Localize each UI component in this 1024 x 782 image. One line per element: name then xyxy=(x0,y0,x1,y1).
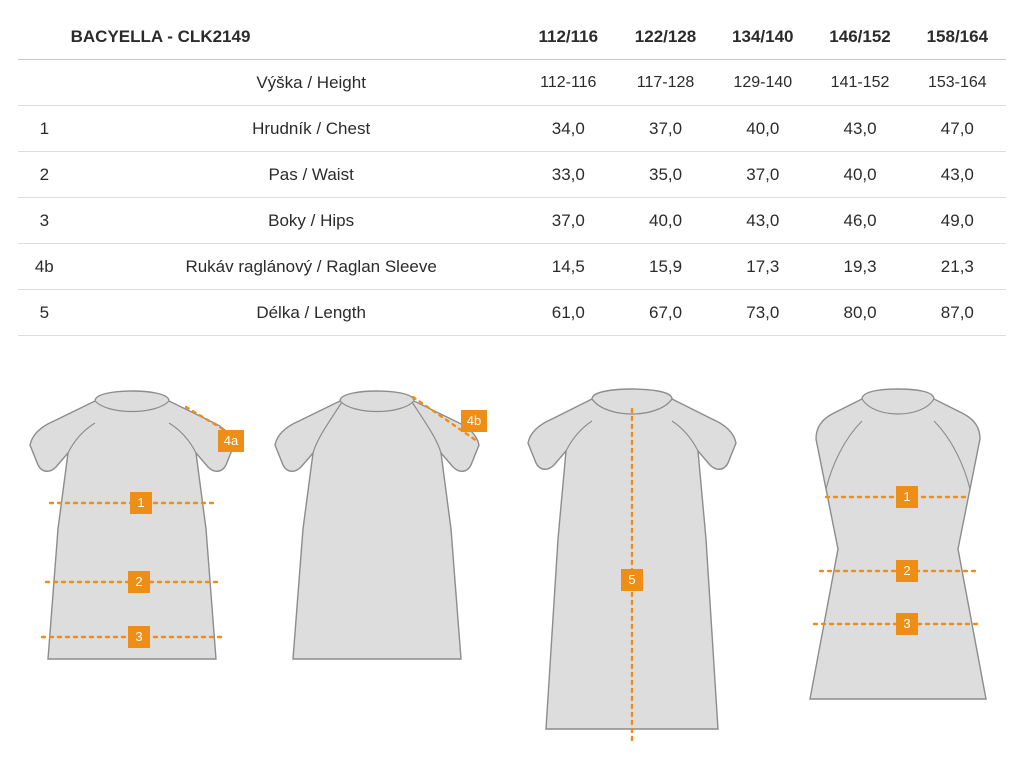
row-number xyxy=(18,60,67,106)
row-label: Výška / Height xyxy=(256,72,366,92)
size-column-header: 158/164 xyxy=(926,26,989,46)
figure-dress-raglan-sleeve xyxy=(265,369,495,782)
size-column-header: 134/140 xyxy=(732,26,794,46)
table-row xyxy=(18,106,1006,152)
row-value: 43,0 xyxy=(746,210,780,230)
row-label: Hrudník / Chest xyxy=(252,118,371,138)
figure-dress-front-measures xyxy=(20,369,250,782)
row-value: 33,0 xyxy=(551,164,585,184)
badge-1: 1 xyxy=(896,486,918,508)
table-row xyxy=(18,60,1006,106)
table-row xyxy=(18,290,1006,336)
row-value: 15,9 xyxy=(648,256,683,276)
figure-dress-back-length xyxy=(520,369,750,782)
row-value: 73,0 xyxy=(746,302,780,322)
row-number: 3 xyxy=(39,210,50,230)
table-row xyxy=(18,244,1006,290)
badge-4b: 4b xyxy=(461,410,487,432)
row-label: Délka / Length xyxy=(256,302,366,322)
table-row xyxy=(18,198,1006,244)
row-value: 14,5 xyxy=(551,256,585,276)
header-num-spacer xyxy=(18,14,67,60)
table-header-row xyxy=(18,14,1006,60)
row-value: 67,0 xyxy=(648,302,683,322)
row-value: 17,3 xyxy=(746,256,780,276)
badge-1: 1 xyxy=(130,492,152,514)
figure-row xyxy=(0,369,1024,782)
row-value: 43,0 xyxy=(843,118,877,138)
badge-4a: 4a xyxy=(218,430,244,452)
row-value: 21,3 xyxy=(940,256,974,276)
row-label: Rukáv raglánový / Raglan Sleeve xyxy=(185,256,437,276)
row-value: 43,0 xyxy=(940,164,974,184)
size-table xyxy=(18,14,1006,336)
badge-5: 5 xyxy=(621,569,643,591)
figure-dress-aline-measures xyxy=(790,369,1010,782)
row-label: Boky / Hips xyxy=(268,210,355,230)
row-number: 1 xyxy=(39,118,50,138)
size-chart-page xyxy=(0,14,1024,782)
row-value: 37,0 xyxy=(648,118,683,138)
size-column-header: 112/116 xyxy=(538,26,599,46)
row-value: 37,0 xyxy=(746,164,780,184)
badge-3: 3 xyxy=(896,613,918,635)
row-number: 5 xyxy=(39,302,50,322)
row-value: 129-140 xyxy=(733,73,793,91)
row-value: 37,0 xyxy=(551,210,585,230)
row-value: 40,0 xyxy=(746,118,780,138)
row-value: 61,0 xyxy=(551,302,585,322)
row-value: 35,0 xyxy=(648,164,683,184)
row-value: 19,3 xyxy=(843,256,877,276)
row-value: 87,0 xyxy=(940,302,974,322)
row-value: 153-164 xyxy=(927,73,987,91)
row-value: 112-116 xyxy=(540,73,597,91)
row-value: 49,0 xyxy=(940,210,974,230)
row-value: 40,0 xyxy=(843,164,877,184)
row-value: 141-152 xyxy=(830,73,890,91)
row-value: 117-128 xyxy=(636,73,695,91)
size-column-header: 122/128 xyxy=(634,26,697,46)
size-column-header: 146/152 xyxy=(829,26,891,46)
row-value: 40,0 xyxy=(648,210,683,230)
row-number: 4b xyxy=(34,256,54,276)
row-value: 80,0 xyxy=(843,302,877,322)
row-number: 2 xyxy=(39,164,50,184)
row-value: 34,0 xyxy=(551,118,585,138)
badge-2: 2 xyxy=(128,571,150,593)
row-value: 47,0 xyxy=(940,118,974,138)
row-value: 46,0 xyxy=(843,210,877,230)
row-label: Pas / Waist xyxy=(268,164,354,184)
table-row xyxy=(18,152,1006,198)
badge-2: 2 xyxy=(896,560,918,582)
product-title: BACYELLA - CLK2149 xyxy=(70,26,251,46)
badge-3: 3 xyxy=(128,626,150,648)
